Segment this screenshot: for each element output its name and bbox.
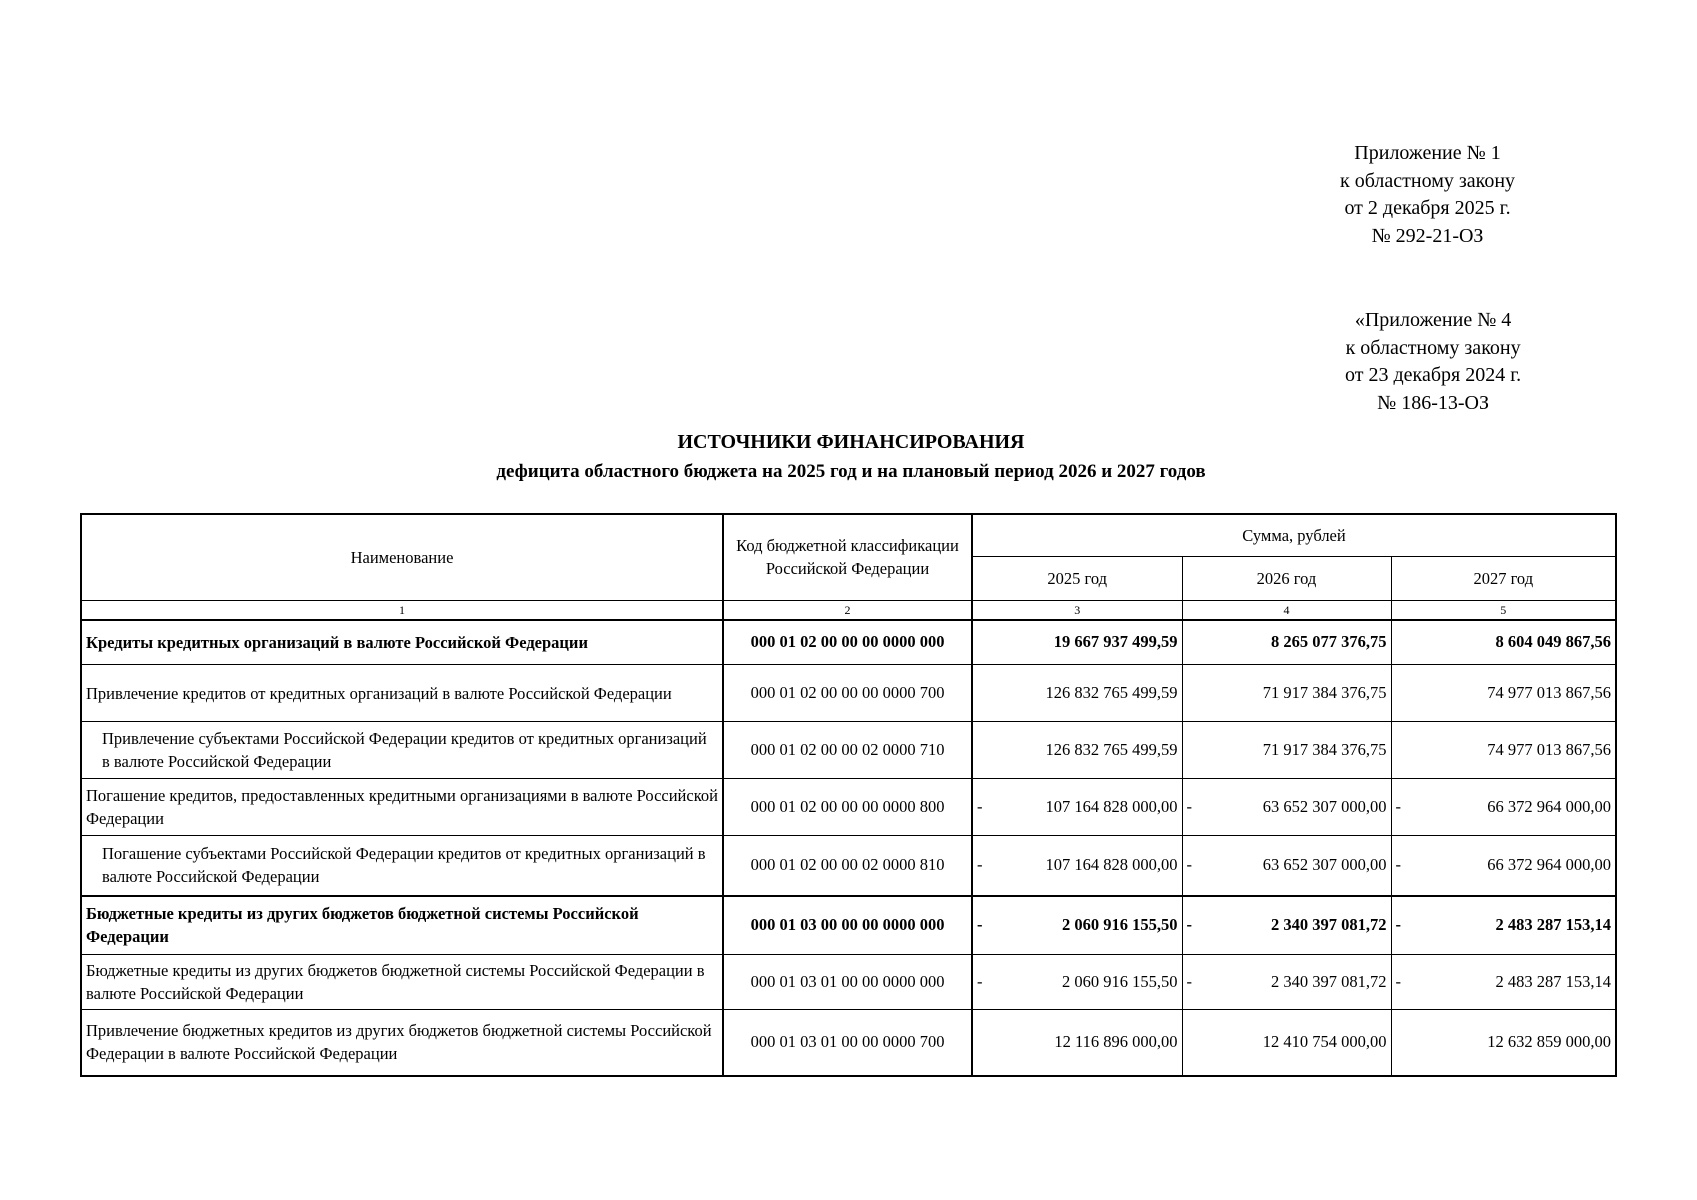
header-sum: Сумма, рублей [972, 514, 1616, 556]
amount-value: 126 832 765 499,59 [1045, 683, 1178, 702]
row-code: 000 01 02 00 00 02 0000 710 [723, 722, 972, 779]
column-number-4: 4 [1182, 600, 1391, 620]
amount-value: 19 667 937 499,59 [1053, 632, 1178, 652]
amount-value: 2 060 916 155,50 [1062, 915, 1178, 935]
amount-value: 63 652 307 000,00 [1262, 855, 1387, 875]
row-code: 000 01 03 01 00 00 0000 000 [723, 955, 972, 1010]
amount-2027 [1391, 896, 1616, 955]
table-row [81, 836, 1616, 896]
amount-2026 [1182, 722, 1391, 779]
amount-value: 107 164 828 000,00 [1045, 855, 1178, 875]
row-name: Привлечение бюджетных кредитов из других бюджетов бюджетной системы Российской Федерации в валюте Российской Федерации [81, 1010, 723, 1076]
document-title: ИСТОЧНИКИ ФИНАНСИРОВАНИЯ [677, 431, 1025, 453]
amount-2025 [972, 836, 1182, 896]
header-year-2026: 2026 год [1182, 556, 1391, 600]
amount-2026 [1182, 896, 1391, 955]
amount-value: 74 977 013 867,56 [1487, 683, 1612, 702]
row-name: Привлечение субъектами Российской Федерации кредитов от кредитных организаций в валюте Российской Федерации [81, 722, 723, 779]
amount-2027 [1391, 620, 1616, 665]
amount-2025 [972, 722, 1182, 779]
appendix-amended-line3: от 23 декабря 2024 г. [1345, 364, 1522, 386]
table-row [81, 620, 1616, 665]
appendix-amended-line4: № 186-13-ОЗ [1377, 391, 1490, 414]
appendix-current-block [1340, 140, 1515, 250]
amount-2027 [1391, 722, 1616, 779]
appendix-current-line1: Приложение № 1 [1354, 142, 1501, 164]
header-code: Код бюджетной классификации Российской Федерации [723, 514, 972, 600]
appendix-current-line3: от 2 декабря 2025 г. [1344, 197, 1511, 219]
amount-2026 [1182, 955, 1391, 1010]
negative-sign: - [977, 855, 983, 875]
amount-value: 2 060 916 155,50 [1062, 972, 1178, 991]
amount-2027 [1391, 955, 1616, 1010]
amount-value: 66 372 964 000,00 [1487, 797, 1612, 816]
amount-value: 2 483 287 153,14 [1495, 915, 1612, 935]
amount-value: 8 604 049 867,56 [1495, 632, 1612, 652]
table-row [81, 665, 1616, 722]
amount-value: 2 340 397 081,72 [1271, 915, 1387, 935]
negative-sign: - [1395, 797, 1401, 816]
appendix-amended-block [1345, 307, 1521, 417]
negative-sign: - [1395, 972, 1401, 991]
row-name: Погашение кредитов, предоставленных кредитными организациями в валюте Российской Федерации [81, 779, 723, 836]
amount-value: 2 483 287 153,14 [1495, 972, 1612, 991]
amount-value: 2 340 397 081,72 [1271, 972, 1387, 991]
negative-sign: - [1186, 797, 1192, 816]
table-row [81, 779, 1616, 836]
amount-2025 [972, 665, 1182, 722]
amount-2026 [1182, 779, 1391, 836]
column-number-1: 1 [81, 600, 723, 620]
amount-2027 [1391, 779, 1616, 836]
negative-sign: - [1186, 915, 1192, 935]
amount-2027 [1391, 836, 1616, 896]
row-code: 000 01 02 00 00 00 0000 000 [723, 620, 972, 665]
amount-value: 107 164 828 000,00 [1045, 797, 1178, 816]
column-number-5: 5 [1391, 600, 1616, 620]
amount-2027 [1391, 1010, 1616, 1076]
negative-sign: - [1186, 972, 1192, 991]
amount-2026 [1182, 1010, 1391, 1076]
row-name: Бюджетные кредиты из других бюджетов бюджетной системы Российской Федерации в валюте Российской Федерации [81, 955, 723, 1010]
amount-2026 [1182, 836, 1391, 896]
amount-value: 74 977 013 867,56 [1487, 740, 1612, 759]
negative-sign: - [1395, 855, 1401, 875]
amount-2025 [972, 955, 1182, 1010]
row-code: 000 01 02 00 00 00 0000 700 [723, 665, 972, 722]
row-name: Привлечение кредитов от кредитных организаций в валюте Российской Федерации [81, 665, 723, 722]
amount-value: 12 116 896 000,00 [1054, 1032, 1178, 1052]
table-row [81, 896, 1616, 955]
appendix-current-line4: № 292-21-ОЗ [1371, 224, 1484, 247]
table-row [81, 722, 1616, 779]
amount-2026 [1182, 620, 1391, 665]
negative-sign: - [977, 972, 983, 991]
appendix-amended-line1: «Приложение № 4 [1354, 309, 1512, 331]
amount-value: 12 410 754 000,00 [1262, 1032, 1387, 1052]
column-number-2: 2 [723, 600, 972, 620]
amount-2027 [1391, 665, 1616, 722]
row-code: 000 01 02 00 00 00 0000 800 [723, 779, 972, 836]
row-code: 000 01 03 01 00 00 0000 700 [723, 1010, 972, 1076]
amount-2025 [972, 896, 1182, 955]
negative-sign: - [977, 915, 983, 935]
amount-value: 8 265 077 376,75 [1271, 632, 1387, 652]
row-code: 000 01 03 00 00 00 0000 000 [723, 896, 972, 955]
amount-value: 71 917 384 376,75 [1262, 740, 1387, 759]
negative-sign: - [977, 797, 983, 816]
amount-2025 [972, 620, 1182, 665]
amount-value: 126 832 765 499,59 [1045, 740, 1178, 759]
amount-2025 [972, 779, 1182, 836]
negative-sign: - [1395, 915, 1401, 935]
column-number-3: 3 [972, 600, 1182, 620]
financing-sources-table [80, 513, 1617, 1077]
document-subtitle: дефицита областного бюджета на 2025 год и на плановый период 2026 и 2027 годов [496, 461, 1206, 482]
row-name: Погашение субъектами Российской Федерации кредитов от кредитных организаций в валюте Российской Федерации [81, 836, 723, 896]
amount-2025 [972, 1010, 1182, 1076]
appendix-current-line2: к областному закону [1340, 169, 1516, 192]
amount-value: 12 632 859 000,00 [1487, 1032, 1612, 1052]
amount-value: 63 652 307 000,00 [1262, 797, 1387, 816]
appendix-amended-line2: к областному закону [1345, 336, 1521, 359]
negative-sign: - [1186, 855, 1192, 875]
amount-value: 66 372 964 000,00 [1487, 855, 1612, 875]
row-code: 000 01 02 00 00 02 0000 810 [723, 836, 972, 896]
row-name: Кредиты кредитных организаций в валюте Российской Федерации [81, 620, 723, 665]
header-year-2027: 2027 год [1391, 556, 1616, 600]
table-row [81, 1010, 1616, 1076]
row-name: Бюджетные кредиты из других бюджетов бюджетной системы Российской Федерации [81, 896, 723, 955]
header-name: Наименование [81, 514, 723, 600]
table-row [81, 955, 1616, 1010]
header-year-2025: 2025 год [972, 556, 1182, 600]
amount-2026 [1182, 665, 1391, 722]
amount-value: 71 917 384 376,75 [1262, 683, 1387, 702]
